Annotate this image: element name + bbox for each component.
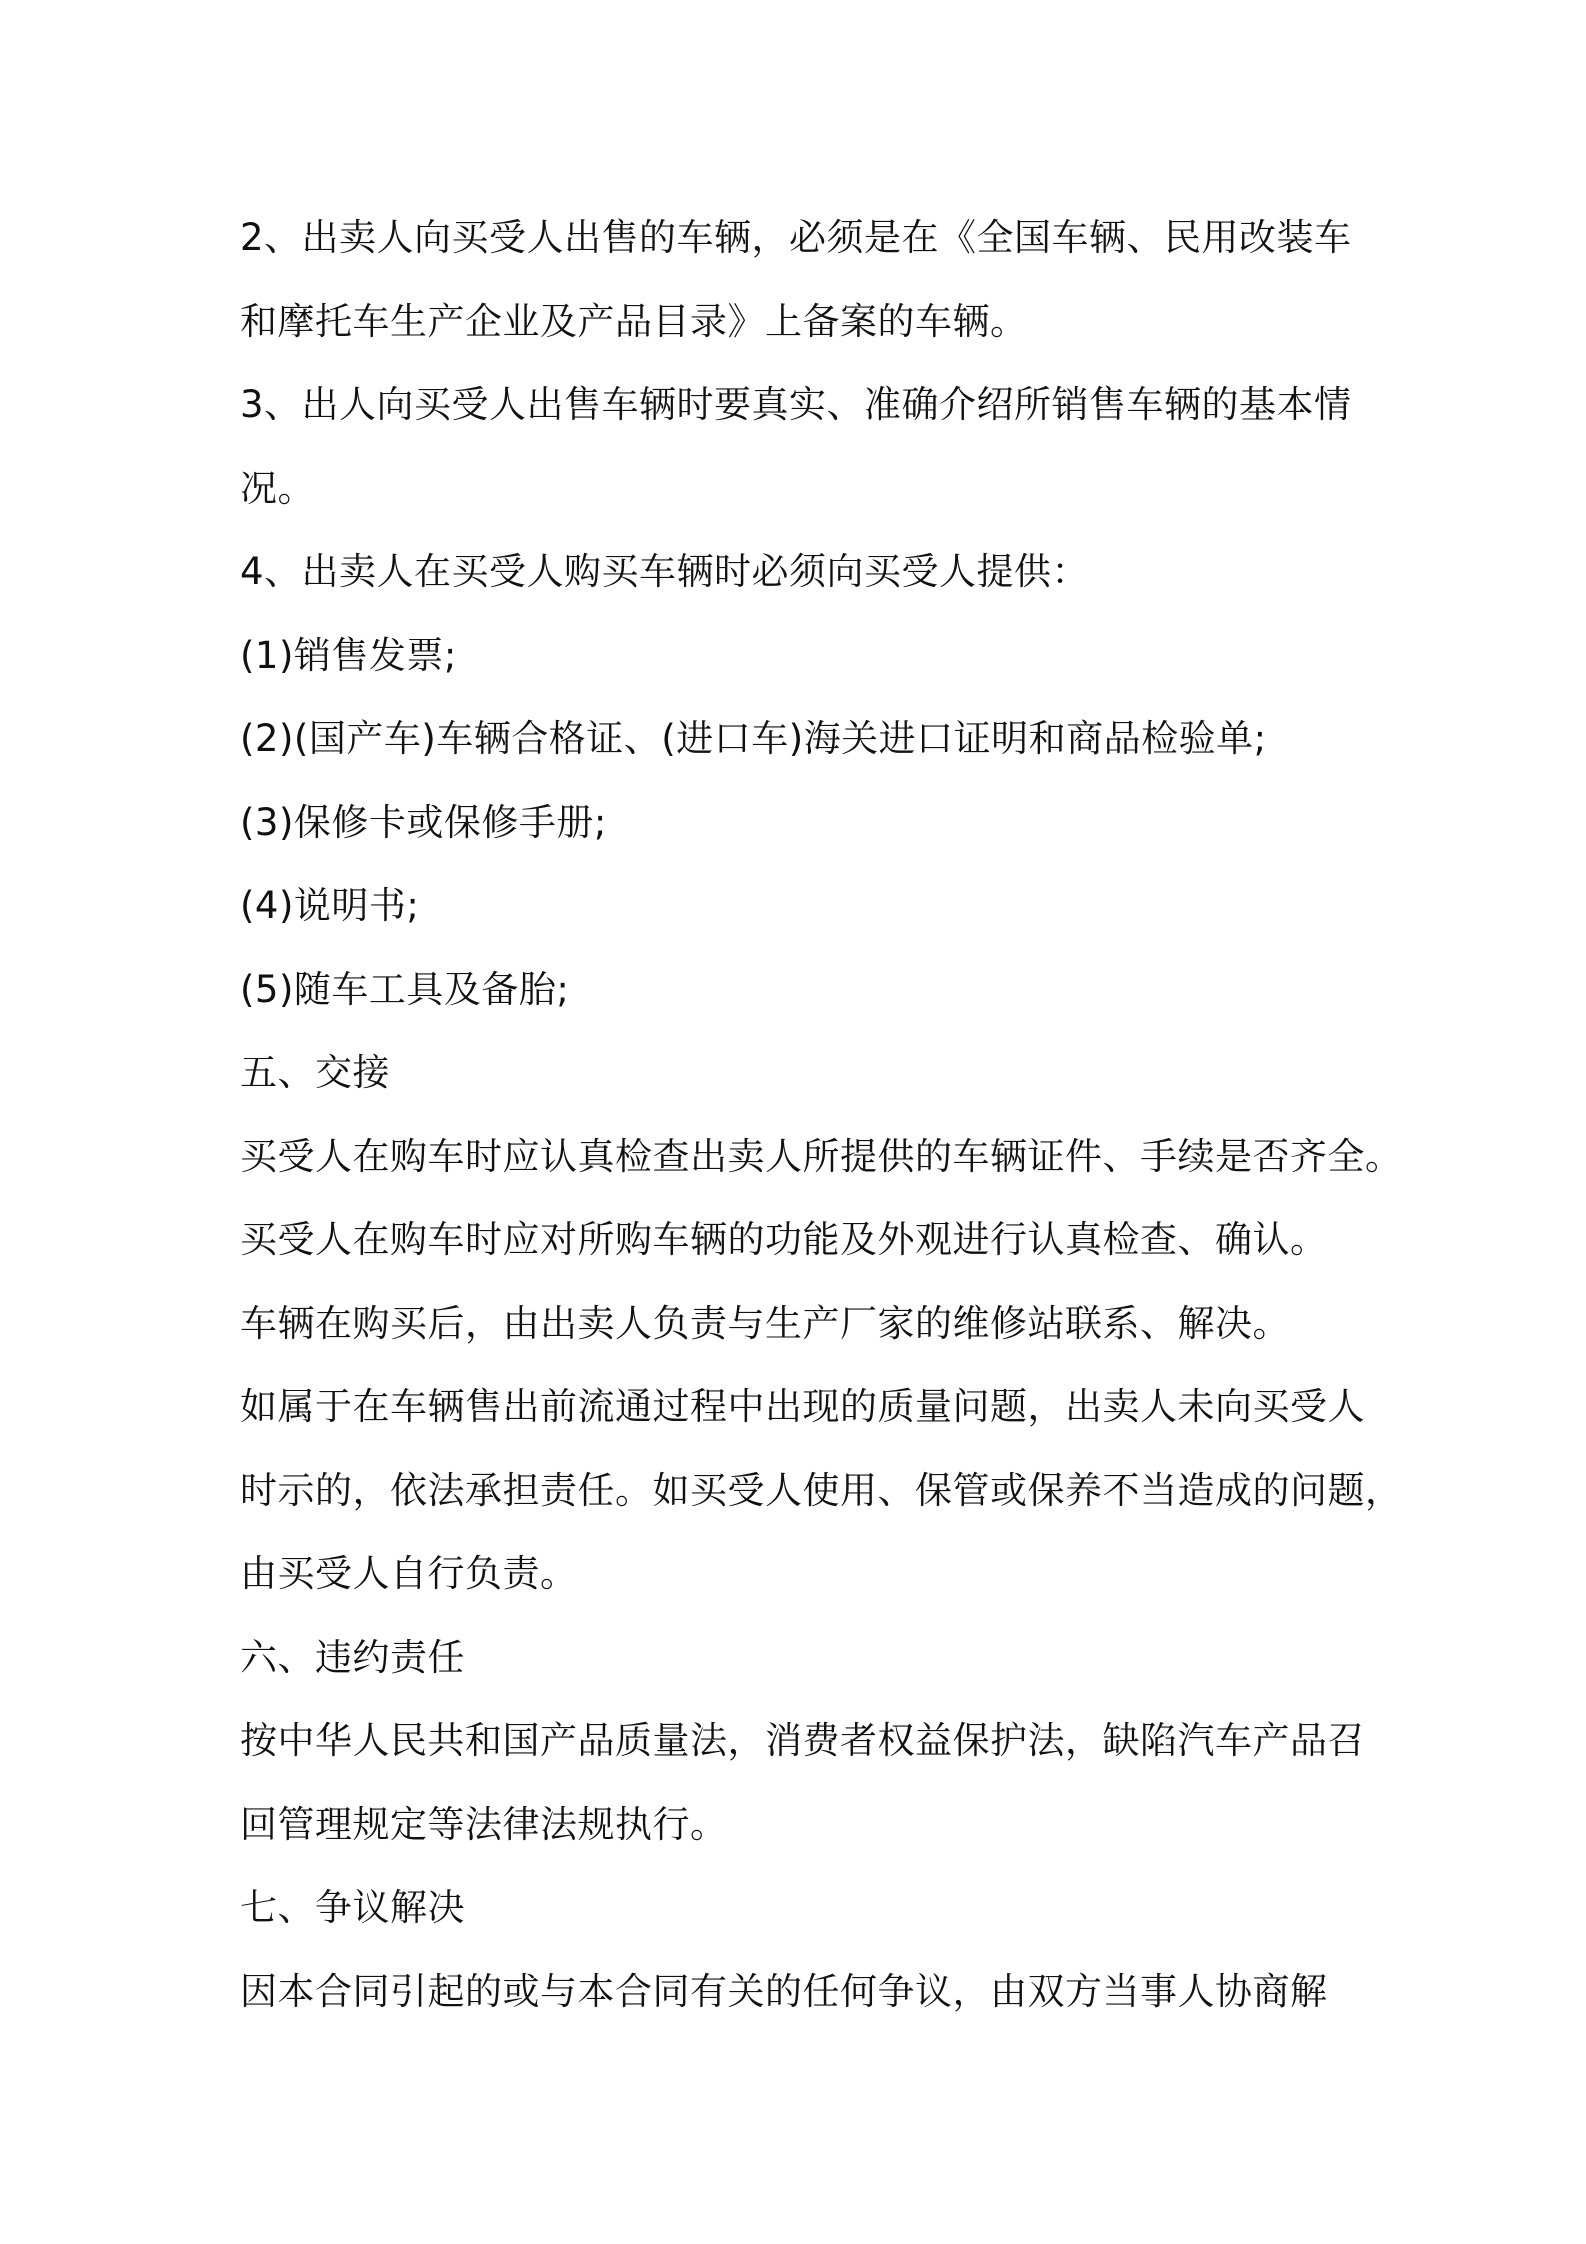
section-heading: 七、争议解决 — [240, 1886, 465, 1929]
text-line: 时示的，依法承担责任。如买受人使用、保管或保养不当造成的问题， — [240, 1468, 1403, 1512]
section-heading: 六、违约责任 — [240, 1635, 465, 1679]
text-line: 2、出卖人向买受人出售的车辆，必须是在《全国车辆、民用改装车 — [240, 216, 1352, 259]
text-line: 车辆在购买后，由出卖人负责与生产厂家的维修站联系、解决。 — [240, 1301, 1290, 1345]
text-line: 和摩托车生产企业及产品目录》上备案的车辆。 — [240, 299, 1028, 343]
list-item: (5)随车工具及备胎; — [240, 967, 570, 1011]
text-line: 买受人在购车时应对所购车辆的功能及外观进行认真检查、确认。 — [240, 1218, 1328, 1261]
text-line: 4、出卖人在买受人购买车辆时必须向买受人提供： — [240, 550, 1090, 593]
text-line: 买受人在购车时应认真检查出卖人所提供的车辆证件、手续是否齐全。 — [240, 1134, 1403, 1178]
text-line: 3、出人向买受人出售车辆时要真实、准确介绍所销售车辆的基本情 — [240, 383, 1352, 426]
text-line: 按中华人民共和国产品质量法，消费者权益保护法，缺陷汽车产品召 — [240, 1719, 1365, 1762]
list-item: (4)说明书; — [240, 884, 420, 927]
section-heading: 五、交接 — [240, 1051, 390, 1094]
text-line: 如属于在车辆售出前流通过程中出现的质量问题，出卖人未向买受人 — [240, 1385, 1365, 1428]
document-body — [240, 196, 1403, 2033]
text-line: 回管理规定等法律法规执行。 — [240, 1802, 728, 1846]
text-line: 因本合同引起的或与本合同有关的任何争议，由双方当事人协商解 — [240, 1969, 1328, 2013]
list-item: (2)(国产车)车辆合格证、(进口车)海关进口证明和商品检验单; — [240, 717, 1267, 760]
list-item: (3)保修卡或保修手册; — [240, 800, 607, 844]
list-item: (1)销售发票; — [240, 633, 457, 677]
text-line: 况。 — [240, 466, 315, 510]
text-line: 由买受人自行负责。 — [240, 1552, 578, 1595]
